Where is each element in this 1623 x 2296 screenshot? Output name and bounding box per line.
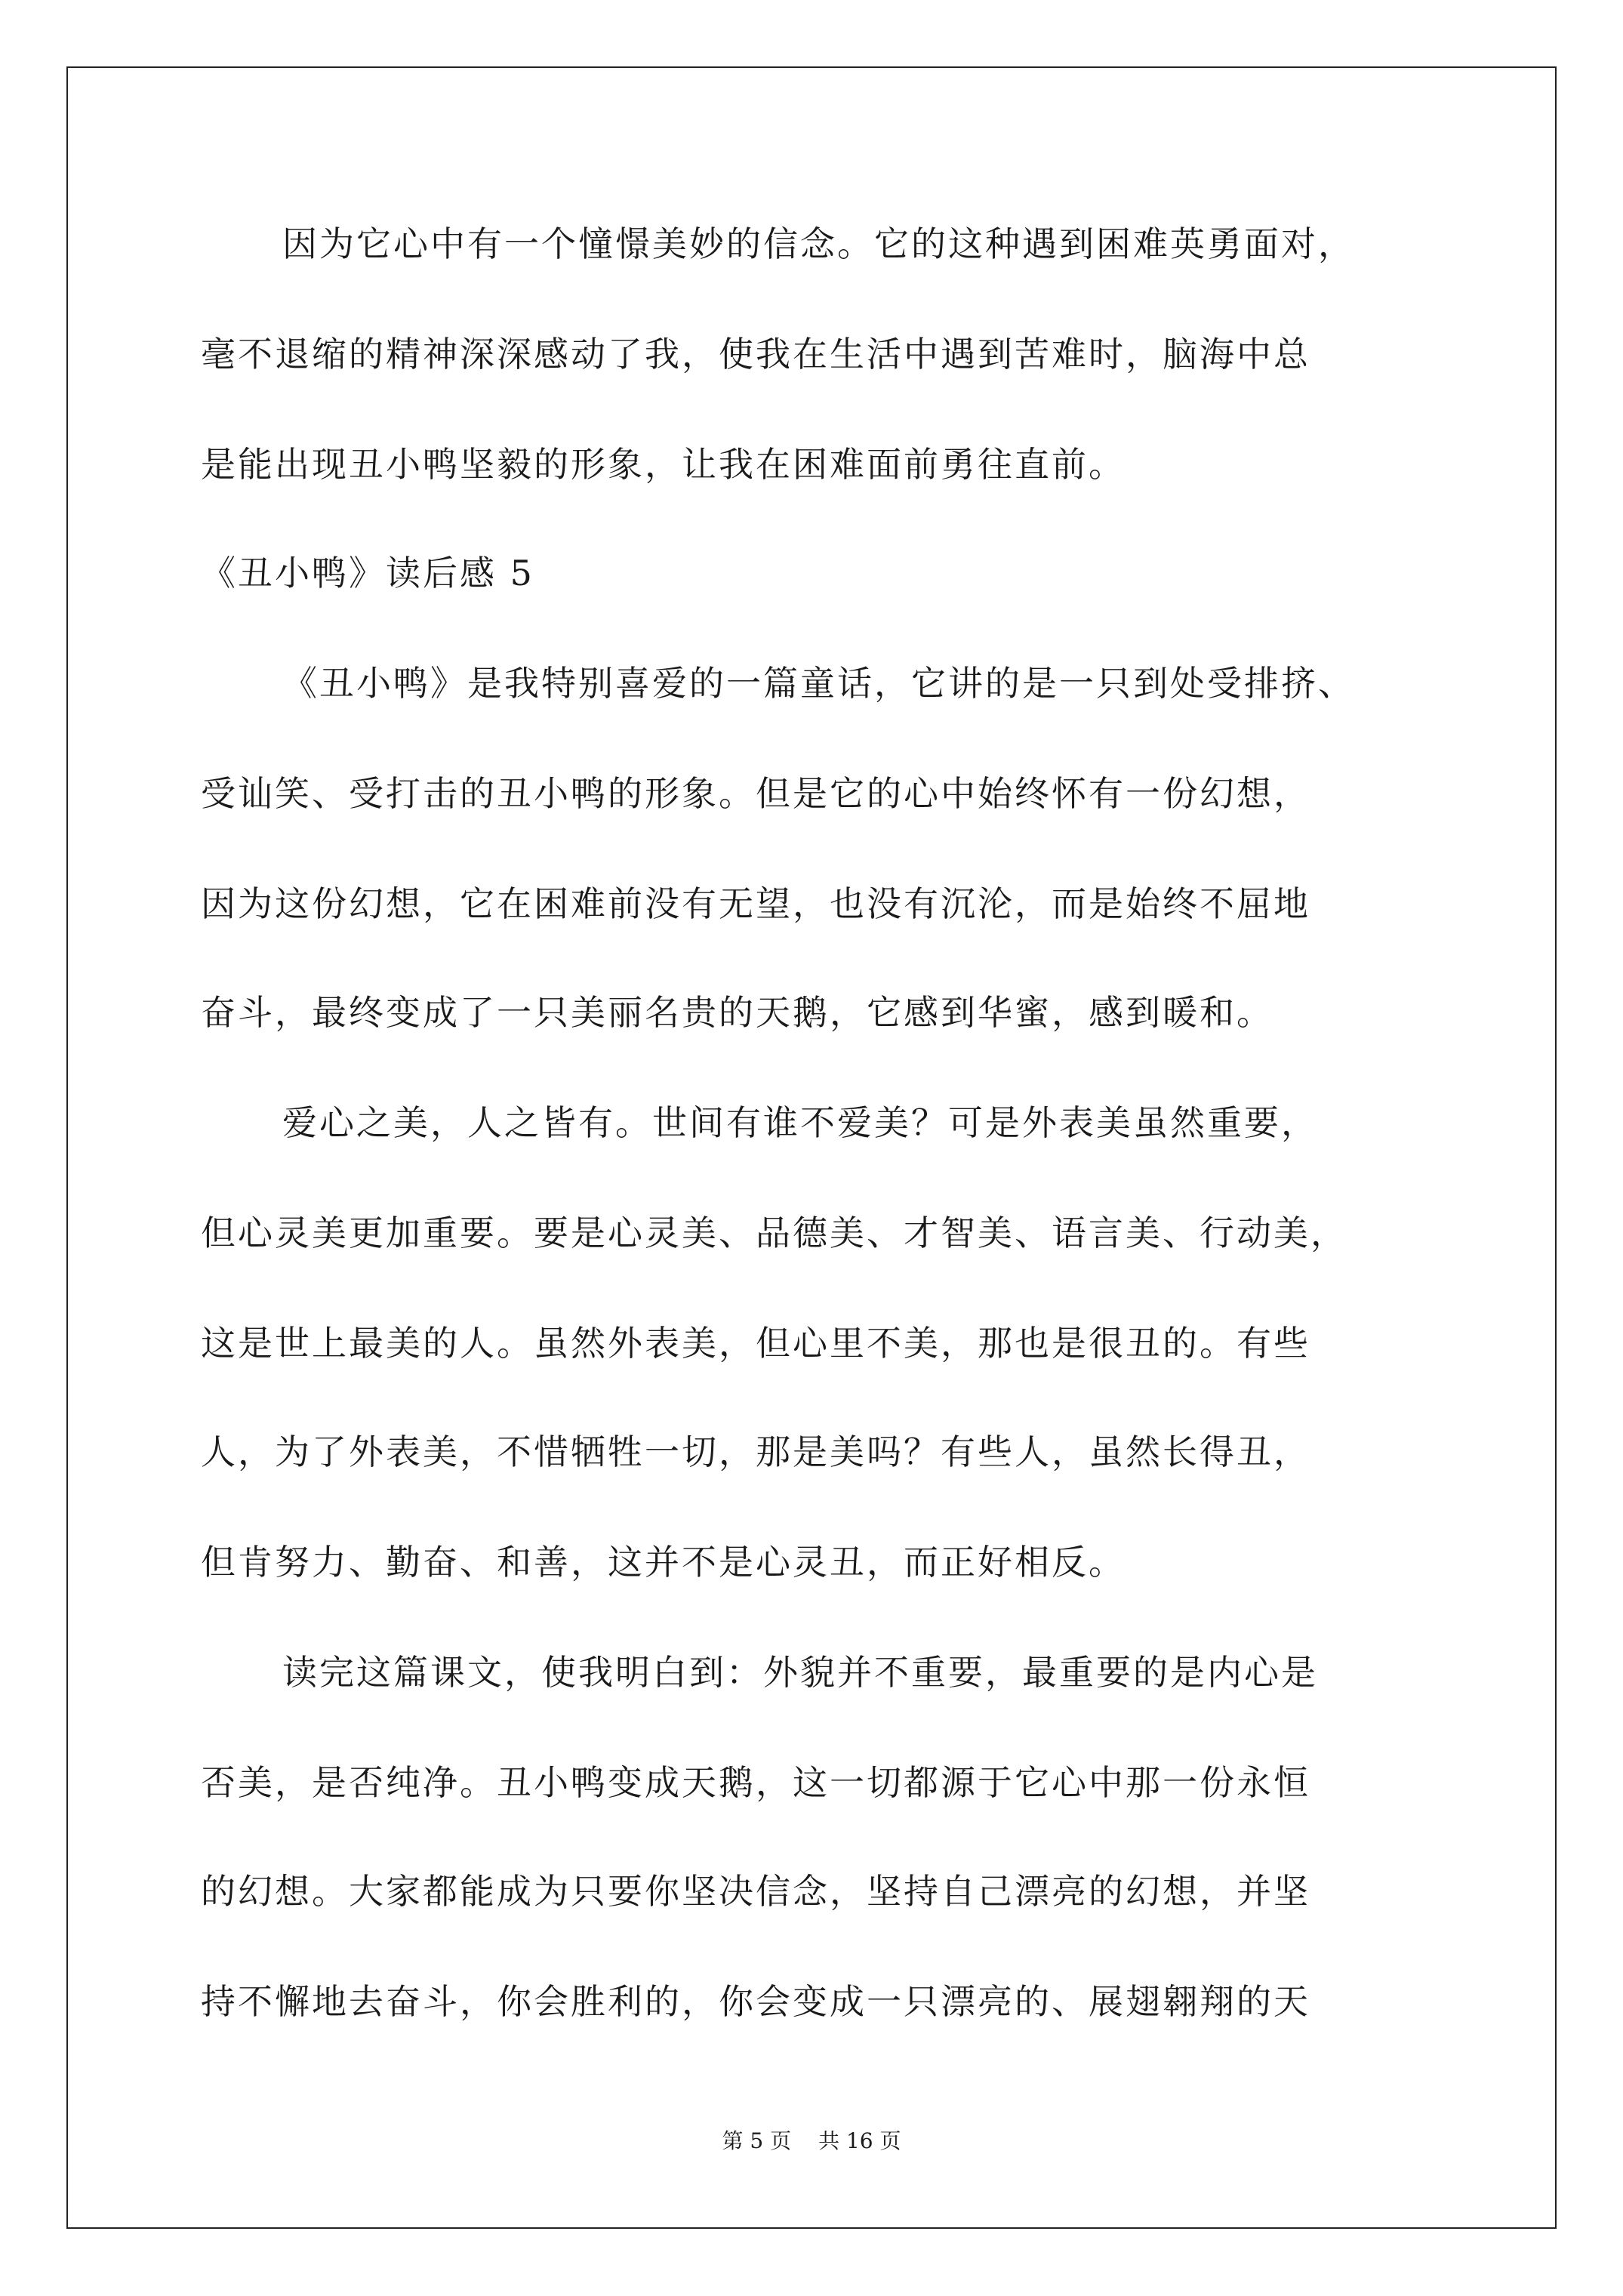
paragraph-line: 因为它心中有一个憧憬美妙的信念。它的这种遇到困难英勇面对，: [282, 223, 1355, 264]
paragraph-line: 毫不退缩的精神深深感动了我，使我在生活中遇到苦难时，脑海中总: [201, 334, 1310, 374]
page-footer: [0, 2126, 1623, 2156]
paragraph-line: 《丑小鸭》是我特别喜爱的一篇童话，它讲的是一只到处受排挤、: [282, 663, 1355, 704]
paragraph-line: 这是世上最美的人。虽然外表美，但心里不美，那也是很丑的。有些: [201, 1323, 1310, 1364]
paragraph-line: 奋斗，最终变成了一只美丽名贵的天鹅，它感到华蜜，感到暖和。: [201, 992, 1273, 1033]
paragraph-line: 但心灵美更加重要。要是心灵美、品德美、才智美、语言美、行动美，: [201, 1213, 1347, 1253]
paragraph-line: 但肯努力、勤奋、和善，这并不是心灵丑，而正好相反。: [201, 1542, 1126, 1583]
page-number-total: 共 16 页: [818, 2128, 901, 2153]
paragraph-line: 受讪笑、受打击的丑小鸭的形象。但是它的心中始终怀有一份幻想，: [201, 773, 1310, 814]
section-heading: 《丑小鸭》读后感 5: [201, 553, 534, 593]
paragraph-line: 持不懈地去奋斗，你会胜利的，你会变成一只漂亮的、展翅翱翔的天: [201, 1981, 1310, 2022]
paragraph-line: 因为这份幻想，它在困难前没有无望，也没有沉沦，而是始终不屈地: [201, 883, 1310, 924]
paragraph-line: 人，为了外表美，不惜牺牲一切，那是美吗？有些人，虽然长得丑，: [201, 1432, 1310, 1472]
paragraph-line: 是能出现丑小鸭坚毅的形象，让我在困难面前勇往直前。: [201, 444, 1126, 485]
page-number-current: 第 5 页: [722, 2128, 792, 2153]
paragraph-line: 爱心之美，人之皆有。世间有谁不爱美？可是外表美虽然重要，: [282, 1102, 1318, 1143]
paragraph-line: 否美，是否纯净。丑小鸭变成天鹅，这一切都源于它心中那一份永恒: [201, 1762, 1310, 1803]
paragraph-line: 读完这篇课文，使我明白到：外貌并不重要，最重要的是内心是: [282, 1652, 1318, 1693]
paragraph-line: 的幻想。大家都能成为只要你坚决信念，坚持自己漂亮的幻想，并坚: [201, 1871, 1310, 1912]
